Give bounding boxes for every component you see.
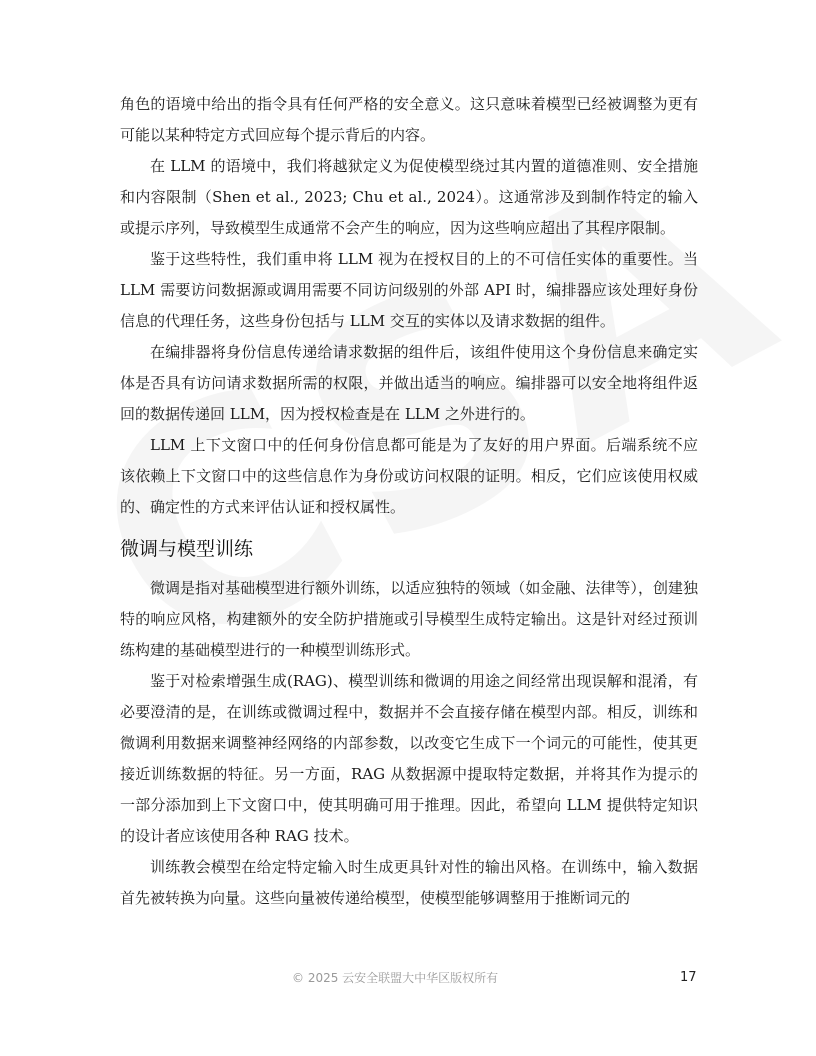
page-number: 17 (680, 970, 697, 985)
document-body (120, 89, 698, 914)
copyright-notice: © 2025 云安全联盟大中华区版权所有 (292, 971, 499, 985)
paragraph: LLM 上下文窗口中的任何身份信息都可能是为了友好的用户界面。后端系统不应该依赖上下文窗口中的这些信息作为身份或访问权限的证明。相反，它们应该使用权威的、确定性的方式来评估认证和授权属性。 (120, 436, 698, 516)
paragraph: 训练教会模型在给定特定输入时生成更具针对性的输出风格。在训练中，输入数据首先被转换为向量。这些向量被传递给模型，使模型能够调整用于推断词元的 (120, 858, 698, 907)
paragraph: 微调是指对基础模型进行额外训练，以适应独特的领域（如金融、法律等），创建独特的响应风格，构建额外的安全防护措施或引导模型生成特定输出。这是针对经过预训练构建的基础模型进行的一种模型训练形式。 (120, 579, 698, 659)
paragraph: 鉴于对检索增强生成(RAG)、模型训练和微调的用途之间经常出现误解和混淆，有必要澄清的是，在训练或微调过程中，数据并不会直接存储在模型内部。相反，训练和微调利用数据来调整神经网络的内部参数，以改变它生成下一个词元的可能性，使其更接近训练数据的特征。另一方面，RAG 从数据源中提取特定数据，并将其作为提示的一部分添加到上下文窗口中，使其明确可用于推理。因此，希望向 LLM 提供特定知识的设计者应该使用各种 RAG 技术。 (120, 672, 698, 845)
section-heading: 微调与模型训练 (120, 538, 254, 560)
paragraph: 鉴于这些特性，我们重申将 LLM 视为在授权目的上的不可信任实体的重要性。当 LLM 需要访问数据源或调用需要不同访问级别的外部 API 时，编排器应该处理好身份信息的代理任务，这些身份包括与 LLM 交互的实体以及请求数据的组件。 (120, 250, 698, 330)
paragraph: 角色的语境中给出的指令具有任何严格的安全意义。这只意味着模型已经被调整为更有可能以某种特定方式回应每个提示背后的内容。 (120, 95, 698, 144)
paragraph: 在 LLM 的语境中，我们将越狱定义为促使模型绕过其内置的道德准则、安全措施和内容限制（Shen et al., 2023; Chu et al., 2024）。这通常涉及到制作特定的输入或提示序列，导致模型生成通常不会产生的响应，因为这些响应超出了其程序限制。 (120, 157, 698, 237)
paragraph: 在编排器将身份信息传递给请求数据的组件后，该组件使用这个身份信息来确定实体是否具有访问请求数据所需的权限，并做出适当的响应。编排器可以安全地将组件返回的数据传递回 LLM，因为授权检查是在 LLM 之外进行的。 (120, 343, 698, 423)
